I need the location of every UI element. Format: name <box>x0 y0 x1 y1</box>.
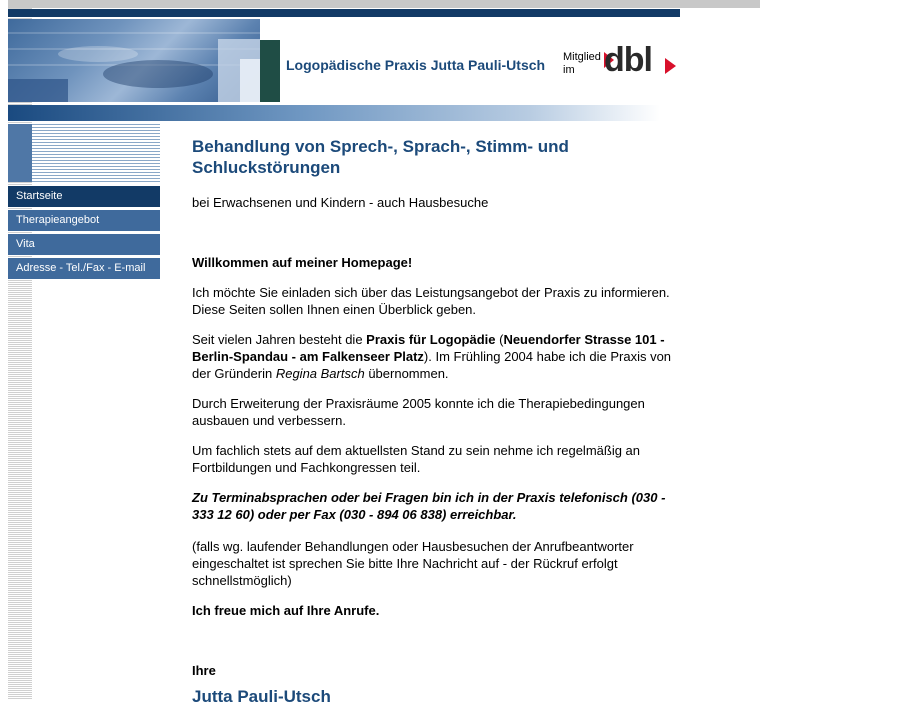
dbl-logo-arrow-right <box>665 58 676 74</box>
expansion-paragraph: Durch Erweiterung der Praxisräume 2005 konnte ich die Therapiebedingungen ausbauen und verbessern. <box>192 396 645 428</box>
header-gradient-bar <box>8 105 660 121</box>
signature: Jutta Pauli-Utsch <box>192 687 331 706</box>
history-text-4: übernommen. <box>364 366 449 381</box>
dbl-logo: dbl <box>604 41 652 79</box>
welcome-heading: Willkommen auf meiner Homepage! <box>192 255 413 270</box>
answering-machine-paragraph: (falls wg. laufender Behandlungen oder Hausbesuchen der Anrufbeantworter eingeschaltet ist sprechen Sie bitte Ihre Nachricht auf - der Rückruf erfolgt schnellstmöglich) <box>192 539 634 588</box>
site-title: Logopädische Praxis Jutta Pauli-Utsch <box>286 57 546 73</box>
history-text-3: ). Im Frühling 2004 habe ich die Praxis von der Gründerin <box>192 349 672 381</box>
history-text-1: Seit vielen Jahren besteht die <box>192 332 367 347</box>
intro-paragraph: Ich möchte Sie einladen sich über das Leistungsangebot der Praxis zu informieren. Diese Seiten sollen Ihnen einen Überblick geben. <box>192 285 670 317</box>
founder-name: Regina Bartsch <box>275 366 365 381</box>
subtitle: bei Erwachsenen und Kindern - auch Hausbesuche <box>192 195 489 210</box>
history-paragraph <box>192 331 682 382</box>
history-text-2: ( <box>495 332 504 347</box>
top-navy-bar <box>8 9 680 17</box>
header-photo <box>8 19 260 102</box>
practice-address: Neuendorfer Strasse 101 - Berlin-Spandau - am Falkenseer Platz <box>192 332 665 364</box>
nav-startseite[interactable]: Startseite <box>8 186 160 207</box>
sidebar-decor-block <box>8 124 32 182</box>
header-photo-art <box>8 19 260 102</box>
page-heading: Behandlung von Sprech-, Sprach-, Stimm- und Schluckstörungen <box>192 137 569 177</box>
contact-paragraph: Zu Terminabsprachen oder bei Fragen bin ich in der Praxis telefonisch (030 - 333 12 60) oder per Fax (030 - 894 06 838) erreichbar. <box>192 490 666 522</box>
top-gray-bar <box>8 0 760 8</box>
nav-adresse[interactable]: Adresse - Tel./Fax - E-mail <box>8 258 160 279</box>
header-dark-block <box>260 40 280 102</box>
member-label <box>563 51 601 77</box>
nav-vita[interactable]: Vita <box>8 234 160 255</box>
training-paragraph: Um fachlich stets auf dem aktuellsten Stand zu sein nehme ich regelmäßig an Fortbildungen und Fachkongressen teil. <box>192 443 641 475</box>
practice-name: Praxis für Logopädie <box>366 332 496 347</box>
closing-line: Ich freue mich auf Ihre Anrufe. <box>192 603 380 618</box>
salutation: Ihre <box>192 663 216 678</box>
member-line-1: Mitglied <box>563 51 601 63</box>
member-line-2: im <box>563 64 575 76</box>
nav-therapieangebot[interactable]: Therapieangebot <box>8 210 160 231</box>
